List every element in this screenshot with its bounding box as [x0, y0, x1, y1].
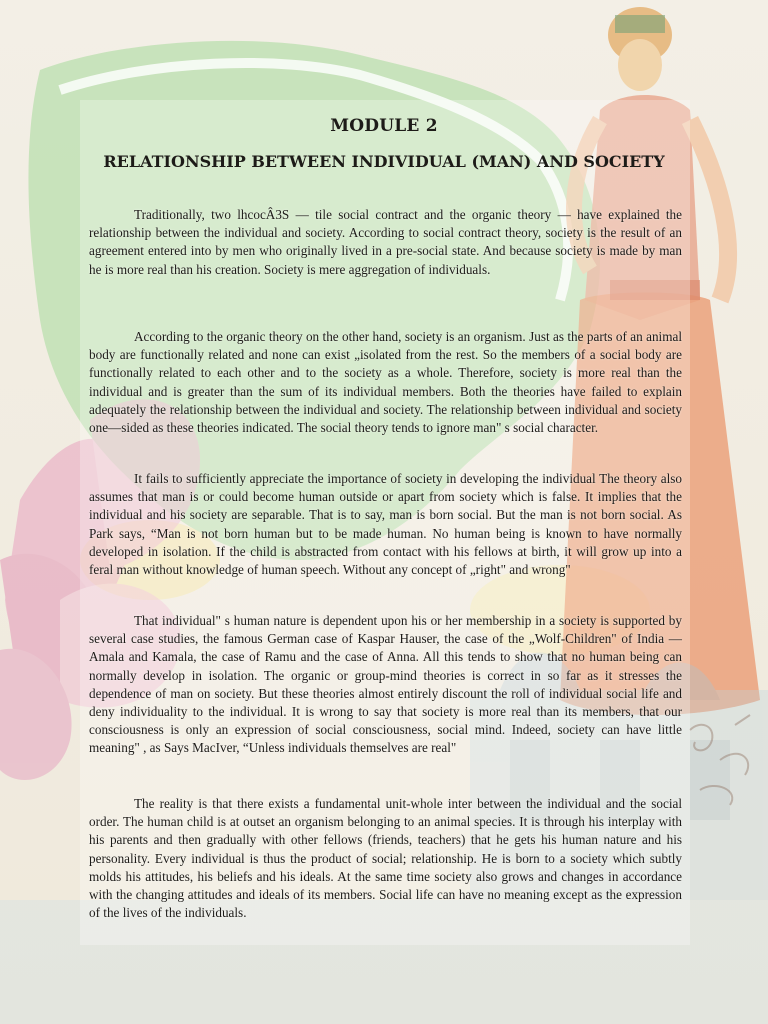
paragraph: The reality is that there exists a fundamental unit-whole inter between the individual and the social order. The human child is at outset an organism belonging to an animal species. It is through his interplay with his parents and then gradually with other fellows (friends, teachers) that he gets his human nature and his personality. Every individual is thus the product of social; relationship. He is born to a society which subtly molds his attitudes, his beliefs and his ideals. At the same time society also grows and changes in accordance with the changing attitudes and ideals of its members. Social life can have no meaning except as the expression of the lives of the individuals.	[89, 796, 682, 921]
paragraph: That individual" s human nature is dependent upon his or her membership in a society is supported by several case studies, the famous German case of Kaspar Hauser, the case of the „Wolf-Children" of India — Amala and Kamala, the case of Ramu and the case of Anna. All this tends to show that no human being can normally develop in isolation. The organic or group-mind theories is correct in so far as it stresses the dependence of man on society. But these theories almost entirely discount the roll of individual social life and deny individuality to the individual. It is wrong to say that society is more real than its members, that our consciousness is only an expression of social consciousness, social mind. Indeed, society can have little meaning" , as Says MacIver, “Unless individuals themselves are real"	[89, 613, 682, 756]
document-title: RELATIONSHIP BETWEEN INDIVIDUAL (MAN) AND SOCIETY	[103, 152, 665, 171]
module-heading: MODULE 2	[330, 116, 438, 136]
paragraph: It fails to sufficiently appreciate the importance of society in developing the individual The theory also assumes that man is or could become human outside or apart from society which is false. It implies that the individual and his society are separable. That is to say, man is born social. But the man is not born social. As Park says, “Man is not born human but to be made human. No human being is known to have normally developed in isolation. If the child is abstracted from contact with his fellows at birth, it will grow up into a feral man without knowledge of human speech. Without any concept of „right" and wrong"	[89, 471, 682, 578]
paragraph: According to the organic theory on the other hand, society is an organism. Just as the parts of an animal body are functionally related and none can exist „isolated from the rest. So the members of a social body are functionally related to each other and to the society as a whole. Therefore, society is more real than the individual and is greater than the sum of its individual members. Both the theories have failed to explain adequately the relationship between the individual and society. The relationship between individual and society one—sided as these theories indicated. The social theory tends to ignore man" s social character.	[89, 329, 682, 436]
paragraph: Traditionally, two lhcocÂ3S — tile social contract and the organic theory — have explained the relationship between the individual and society. According to social contract theory, society is the result of an agreement entered into by men who originally lived in a pre-social state. And because society is made by man he is more real than his creation. Society is mere aggregation of individuals.	[89, 207, 682, 277]
